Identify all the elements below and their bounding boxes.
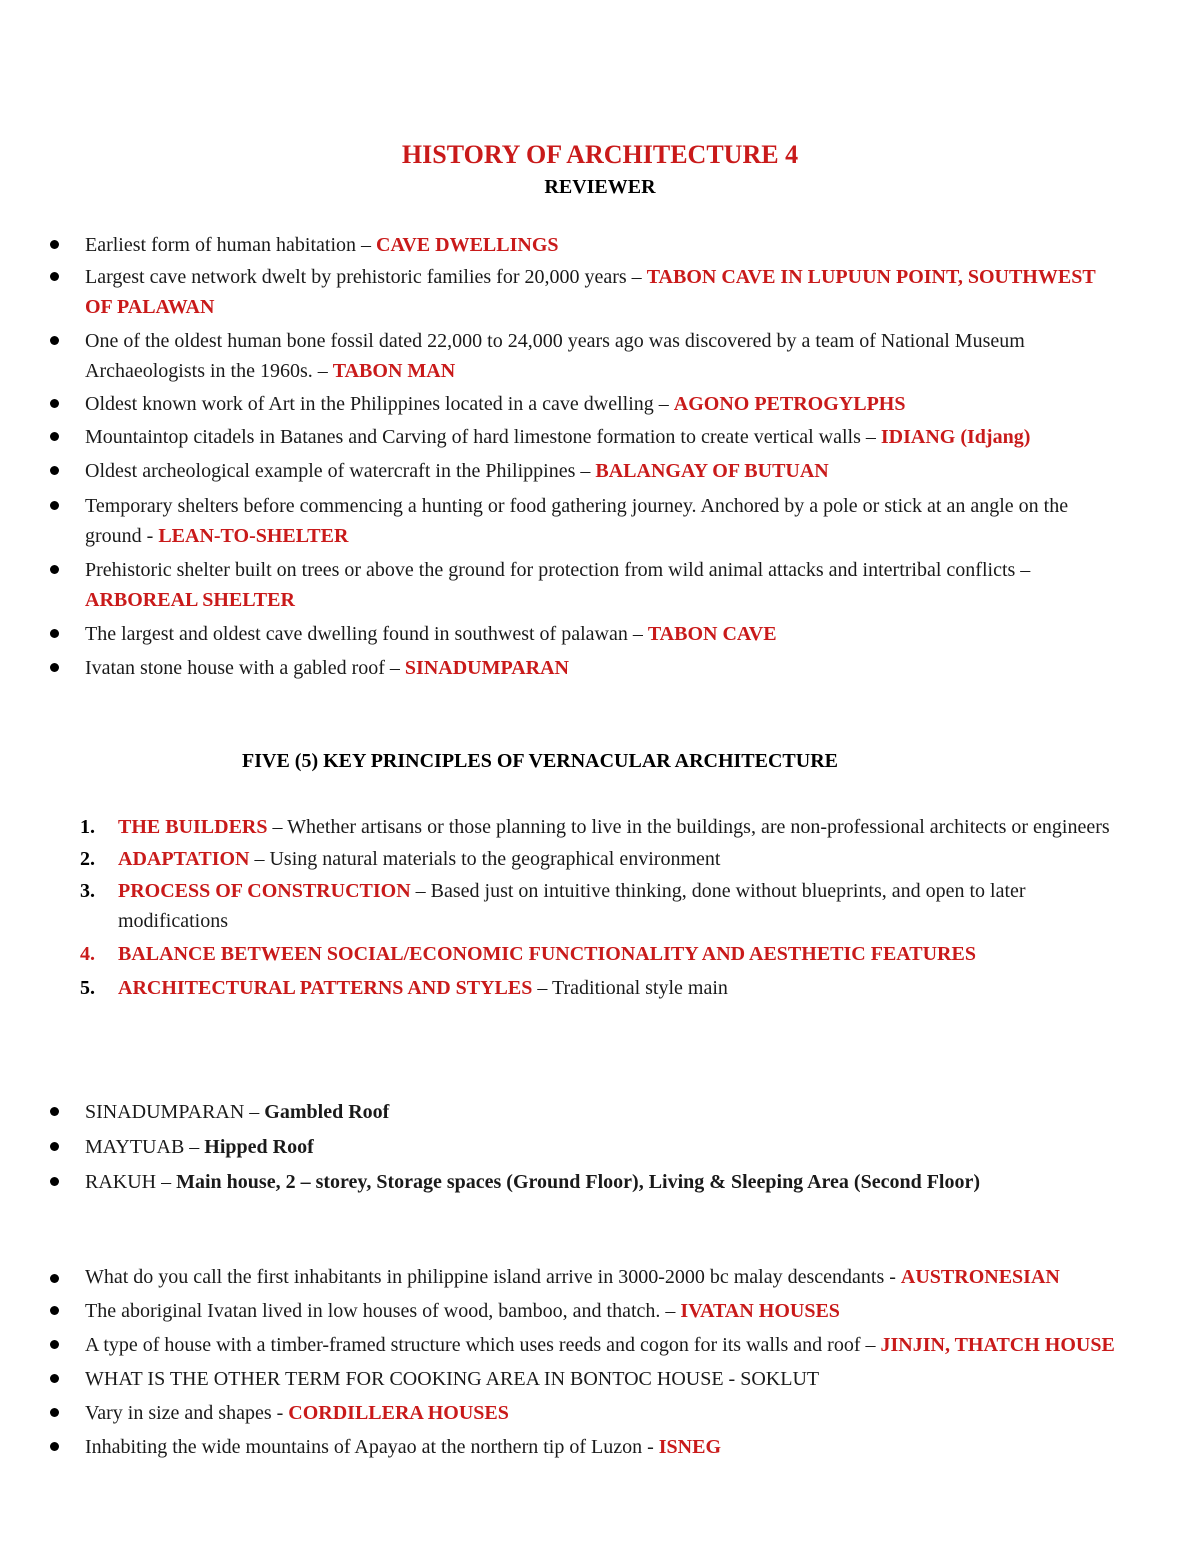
answer: BALANGAY OF BUTUAN (595, 460, 829, 482)
bullet-icon (50, 1107, 59, 1116)
principle-item: 3. PROCESS OF CONSTRUCTION – Based just on intuitive thinking, done without blueprints, and open to later modifications (0, 876, 1120, 936)
bullet-icon (50, 565, 59, 574)
list-item: MAYTUAB – Hipped Roof (0, 1132, 1120, 1162)
bullet-icon (50, 629, 59, 638)
list-item: Oldest archeological example of watercraft in the Philippines – BALANGAY OF BUTUAN (0, 456, 1120, 486)
principle-item: 5. ARCHITECTURAL PATTERNS AND STYLES – Traditional style main (0, 973, 1120, 1003)
list-item: What do you call the first inhabitants in philippine island arrive in 3000-2000 bc malay descendants - AUSTRONESIAN (0, 1264, 1120, 1291)
list-item: Mountaintop citadels in Batanes and Carving of hard limestone formation to create vertical walls – IDIANG (Idjang) (0, 422, 1120, 452)
list-item: Oldest known work of Art in the Philippines located in a cave dwelling – AGONO PETROGYLPHS (0, 389, 1120, 419)
section-heading: FIVE (5) KEY PRINCIPLES OF VERNACULAR ARCHITECTURE (242, 750, 838, 772)
answer: CAVE DWELLINGS (376, 234, 559, 256)
bullet-icon (50, 1274, 59, 1283)
list-item: Vary in size and shapes - CORDILLERA HOUSES (0, 1398, 1120, 1428)
list-item: Ivatan stone house with a gabled roof – SINADUMPARAN (0, 653, 1120, 683)
item-number: 2. (80, 848, 95, 870)
bullet-icon (50, 272, 59, 281)
bullet-icon (50, 501, 59, 510)
document-subtitle: REVIEWER (544, 176, 656, 198)
answer: TABON CAVE (647, 623, 777, 645)
bullet-icon (50, 240, 59, 249)
answer: SINADUMPARAN (404, 657, 569, 679)
list-item: SINADUMPARAN – Gambled Roof (0, 1097, 1120, 1127)
principle-item: 4. BALANCE BETWEEN SOCIAL/ECONOMIC FUNCTIONALITY AND AESTHETIC FEATURES (0, 939, 1120, 969)
bullet-icon (50, 1408, 59, 1417)
bullet-icon (50, 1177, 59, 1186)
list-item: RAKUH – Main house, 2 – storey, Storage spaces (Ground Floor), Living & Sleeping Area (Second Floor) (0, 1167, 1120, 1197)
answer: ISNEG (658, 1436, 721, 1458)
answer: JINJIN, THATCH HOUSE (880, 1334, 1115, 1356)
answer: AUSTRONESIAN (900, 1266, 1060, 1288)
bullet-icon (50, 399, 59, 408)
answer: IVATAN HOUSES (680, 1300, 840, 1322)
item-number: 3. (80, 880, 95, 902)
bullet-icon (50, 1442, 59, 1451)
bullet-icon (50, 432, 59, 441)
answer: LEAN-TO-SHELTER (158, 525, 349, 547)
answer: CORDILLERA HOUSES (288, 1402, 509, 1424)
answer: AGONO PETROGYLPHS (673, 393, 906, 415)
principle-item: 2. ADAPTATION – Using natural materials to the geographical environment (0, 844, 1120, 874)
item-number: 1. (80, 816, 95, 838)
answer: TABON CAVE IN LUPUUN POINT, SOUTHWEST OF PALAWAN (85, 266, 1096, 318)
list-item: A type of house with a timber-framed structure which uses reeds and cogon for its walls and roof – JINJIN, THATCH HOUSE (0, 1330, 1120, 1360)
principles-list (0, 812, 1120, 1003)
reviewer-list-2 (0, 1264, 1120, 1462)
reviewer-list-1 (0, 230, 1120, 683)
house-types-list (0, 1097, 1120, 1197)
list-item: The aboriginal Ivatan lived in low houses of wood, bamboo, and thatch. – IVATAN HOUSES (0, 1296, 1120, 1326)
item-number: 4. (80, 943, 95, 965)
bullet-icon (50, 1374, 59, 1383)
list-item: Earliest form of human habitation – CAVE DWELLINGS (0, 230, 1120, 260)
bullet-icon (50, 466, 59, 475)
list-item: The largest and oldest cave dwelling found in southwest of palawan – TABON CAVE (0, 619, 1120, 649)
list-item: Inhabiting the wide mountains of Apayao at the northern tip of Luzon - ISNEG (0, 1432, 1120, 1462)
list-item: Temporary shelters before commencing a hunting or food gathering journey. Anchored by a pole or stick at an angle on the ground - LEAN-TO-SHELTER (0, 491, 1120, 551)
document-title: HISTORY OF ARCHITECTURE 4 (401, 140, 799, 169)
bullet-icon (50, 1306, 59, 1315)
list-item: One of the oldest human bone fossil dated 22,000 to 24,000 years ago was discovered by a team of National Museum Archaeologists in the 1960s. – TABON MAN (0, 326, 1120, 386)
bullet-icon (50, 1340, 59, 1349)
answer: IDIANG (Idjang) (880, 426, 1031, 448)
list-item: Largest cave network dwelt by prehistoric families for 20,000 years – TABON CAVE IN LUPUUN POINT, SOUTHWEST OF PALAWAN (0, 262, 1120, 322)
principle-item: 1. THE BUILDERS – Whether artisans or those planning to live in the buildings, are non-professional architects or engineers (0, 812, 1120, 842)
answer: TABON MAN (332, 360, 456, 382)
answer: ARBOREAL SHELTER (85, 589, 295, 611)
bullet-icon (50, 663, 59, 672)
item-number: 5. (80, 977, 95, 999)
bullet-icon (50, 336, 59, 345)
list-item: WHAT IS THE OTHER TERM FOR COOKING AREA IN BONTOC HOUSE - SOKLUT (0, 1364, 1120, 1394)
list-item: Prehistoric shelter built on trees or above the ground for protection from wild animal attacks and intertribal conflicts – ARBOREAL SHELTER (0, 555, 1120, 615)
bullet-icon (50, 1142, 59, 1151)
